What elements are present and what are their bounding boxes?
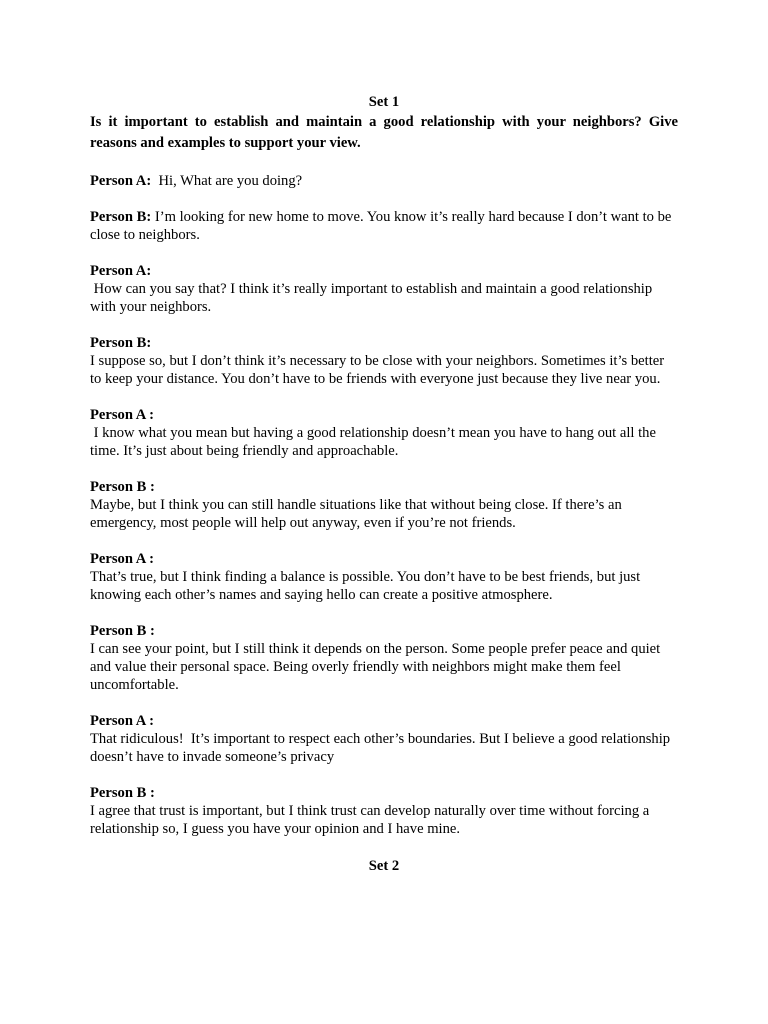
speaker-label: Person A: <box>90 173 152 189</box>
speaker-label: Person A : <box>90 713 155 729</box>
dialogue-text: That ridiculous! It’s important to respect each other’s boundaries. But I believe a good relationship doesn’t have to invade someone’s privacy <box>90 731 674 765</box>
speaker-label: Person A : <box>90 407 155 423</box>
dialogue-text: How can you say that? I think it’s really important to establish and maintain a good relationship with your neighbors. <box>90 281 656 315</box>
dialogue-turn <box>90 406 678 460</box>
document-page <box>90 92 678 876</box>
dialogue-text: I’m looking for new home to move. You know it’s really hard because I don’t want to be close to neighbors. <box>90 209 676 243</box>
speaker-label: Person A : <box>90 551 155 567</box>
dialogue-text: I know what you mean but having a good relationship doesn’t mean you have to hang out all the time. It’s just about being friendly and approachable. <box>90 425 660 459</box>
speaker-label: Person B : <box>90 785 155 801</box>
dialogue-text: I can see your point, but I still think it depends on the person. Some people prefer peace and quiet and value their personal space. Being overly friendly with neighbors might make them feel uncomfortable. <box>90 641 661 693</box>
dialogue-turn <box>90 550 678 604</box>
dialogue-text: I suppose so, but I don’t think it’s necessary to be close with your neighbors. Sometimes it’s better to keep your distance. You don’t have to be friends with everyone just because they live near you. <box>90 353 665 387</box>
dialogue-turn <box>90 478 678 532</box>
speaker-label: Person B : <box>90 623 155 639</box>
set-1-heading: Set 1 <box>368 94 400 110</box>
speaker-label: Person B: <box>90 335 152 351</box>
speaker-label: Person B : <box>90 479 155 495</box>
speaker-label: Person B: <box>90 209 152 225</box>
speaker-label: Person A: <box>90 263 152 279</box>
dialogue-turn <box>90 622 678 694</box>
essay-question: Is it important to establish and maintain a good relationship with your neighbors? Give reasons and examples to support your view. <box>90 114 678 151</box>
dialogue-text: Hi, What are you doing? <box>151 173 303 189</box>
dialogue-turn <box>90 334 678 388</box>
dialogue-text: That’s true, but I think finding a balance is possible. You don’t have to be best friends, but just knowing each other’s names and saying hello can create a positive atmosphere. <box>90 569 641 603</box>
set-2-heading: Set 2 <box>368 858 400 874</box>
dialogue-turn <box>90 712 678 766</box>
dialogue-turn <box>90 262 678 316</box>
dialogue-turn <box>90 208 678 244</box>
dialogue-text: I agree that trust is important, but I think trust can develop naturally over time without forcing a relationship so, I guess you have your opinion and I have mine. <box>90 803 650 837</box>
dialogue-turn <box>90 172 678 190</box>
dialogue-turn <box>90 784 678 838</box>
dialogue-text: Maybe, but I think you can still handle situations like that without being close. If there’s an emergency, most people will help out anyway, even if you’re not friends. <box>90 497 622 531</box>
